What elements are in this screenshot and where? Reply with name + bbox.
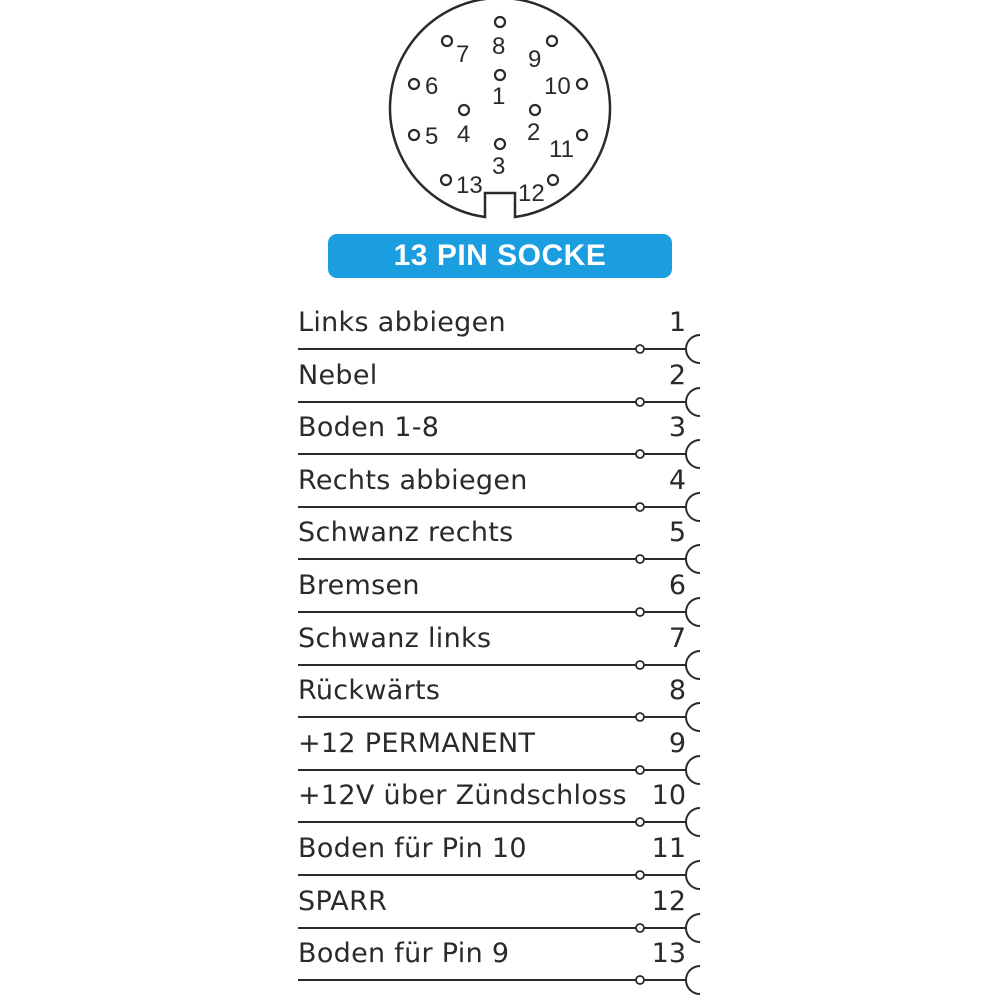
pin-hole-4 <box>459 105 469 115</box>
pin-hole-12 <box>548 175 558 185</box>
pin-hole-8 <box>495 17 505 27</box>
pin-number: 9 <box>668 728 686 759</box>
pin-row <box>298 517 698 570</box>
pin-number: 7 <box>668 623 686 654</box>
socket-pin-labels <box>425 33 574 207</box>
pin-function-label: Rückwärts <box>298 675 441 706</box>
socket-label-6: 6 <box>425 73 439 100</box>
socket-label-2: 2 <box>527 119 541 146</box>
pin-row <box>298 886 698 939</box>
socket-label-8: 8 <box>492 33 506 60</box>
socket-label-7: 7 <box>456 41 470 68</box>
pin-number: 2 <box>668 360 686 391</box>
pin-number: 6 <box>668 570 686 601</box>
pin-function-label: SPARR <box>298 886 388 917</box>
pin-function-label: Boden für Pin 9 <box>298 938 510 969</box>
socket-label-11: 11 <box>549 136 574 163</box>
pin-function-label: +12 PERMANENT <box>298 728 536 759</box>
pin-function-label: Nebel <box>298 360 378 391</box>
pin-row <box>298 465 698 518</box>
pin-function-label: Rechts abbiegen <box>298 465 528 496</box>
socket-label-3: 3 <box>492 153 506 180</box>
pin-hole-6 <box>409 79 419 89</box>
socket-label-12: 12 <box>518 180 545 207</box>
pin-hole-3 <box>495 139 505 149</box>
socket-label-9: 9 <box>528 46 542 73</box>
pin-row <box>298 307 698 360</box>
pin-function-label: Schwanz rechts <box>298 517 514 548</box>
pin-function-label: Schwanz links <box>298 623 492 654</box>
pin-function-label: +12V über Zündschloss <box>298 780 627 811</box>
pin-hole-13 <box>441 175 451 185</box>
pin-row <box>298 728 698 781</box>
pin-hole-11 <box>577 130 587 140</box>
pin-number: 8 <box>668 675 686 706</box>
pin-number: 13 <box>651 938 686 969</box>
pin-hole-1 <box>495 70 505 80</box>
socket-label-1: 1 <box>492 83 506 110</box>
pin-function-label: Bremsen <box>298 570 420 601</box>
pin-row <box>298 938 698 991</box>
pin-function-label: Links abbiegen <box>298 307 506 338</box>
socket-label-4: 4 <box>457 121 471 148</box>
pin-row <box>298 412 698 465</box>
pin-row <box>298 570 698 623</box>
pin-hole-2 <box>530 105 540 115</box>
pin-row <box>298 360 698 413</box>
pin-number: 4 <box>668 465 686 496</box>
pin-row <box>298 623 698 676</box>
pin-row <box>298 675 698 728</box>
pin-function-label: Boden für Pin 10 <box>298 833 527 864</box>
pin-number: 11 <box>651 833 686 864</box>
pin-number: 1 <box>668 307 686 338</box>
pin-number: 5 <box>668 517 686 548</box>
socket-label-10: 10 <box>544 73 571 100</box>
title-banner: 13 PIN SOCKE <box>328 234 672 278</box>
pin-function-label: Boden 1-8 <box>298 412 440 443</box>
pin-number: 12 <box>651 886 686 917</box>
pin-row <box>298 833 698 886</box>
pin-hole-9 <box>547 36 557 46</box>
socket-label-13: 13 <box>456 172 483 199</box>
pin-hole-5 <box>409 130 419 140</box>
pin-row <box>298 780 698 833</box>
socket-label-5: 5 <box>425 123 439 150</box>
pin-hole-10 <box>577 79 587 89</box>
pin-number: 3 <box>668 412 686 443</box>
pin-number: 10 <box>651 780 686 811</box>
pin-hole-7 <box>442 36 452 46</box>
